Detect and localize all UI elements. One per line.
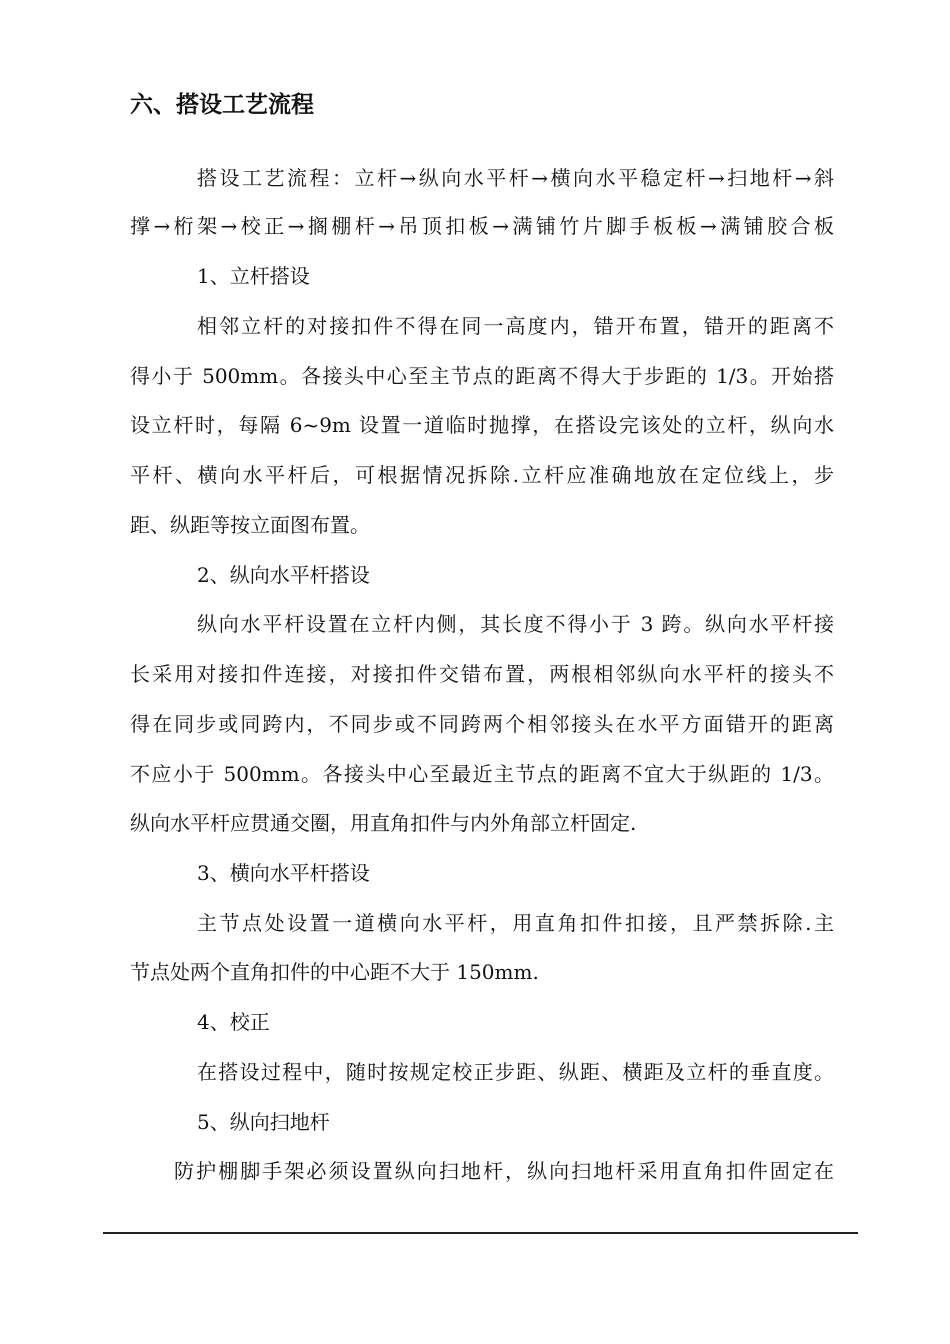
item-1-line-2: 得小于 500mm。各接头中心至主节点的距离不得大于步距的 1/3。开始搭 [130, 364, 834, 388]
item-3-line-2: 节点处两个直角扣件的中心距不大于 150mm. [130, 960, 539, 984]
item-4-line-1: 在搭设过程中，随时按规定校正步距、纵距、横距及立杆的垂直度。 [197, 1060, 834, 1084]
process-line-1: 搭设工艺流程：立杆→纵向水平杆→横向水平稳定杆→扫地杆→斜 [197, 166, 834, 190]
footer-rule [103, 1232, 858, 1234]
item-1-line-4: 平杆、横向水平杆后，可根据情况拆除.立杆应准确地放在定位线上，步 [130, 463, 834, 487]
item-3-line-1: 主节点处设置一道横向水平杆，用直角扣件扣接，且严禁拆除.主 [197, 911, 834, 935]
item-4-title: 4、校正 [197, 1010, 270, 1034]
item-2-line-4: 不应小于 500mm。各接头中心至最近主节点的距离不宜大于纵距的 1/3。 [130, 762, 834, 786]
item-1-line-1: 相邻立杆的对接扣件不得在同一高度内，错开布置，错开的距离不 [197, 314, 834, 338]
item-1-line-3: 设立杆时，每隔 6~9m 设置一道临时抛撑，在搭设完该处的立杆，纵向水 [130, 413, 834, 437]
item-5-title: 5、纵向扫地杆 [197, 1110, 330, 1134]
item-2-line-3: 得在同步或同跨内，不同步或不同跨两个相邻接头在水平方面错开的距离 [130, 712, 834, 736]
item-2-line-2: 长采用对接扣件连接，对接扣件交错布置，两根相邻纵向水平杆的接头不 [130, 662, 834, 686]
item-1-title: 1、立杆搭设 [197, 264, 310, 288]
item-1-line-5: 距、纵距等按立面图布置。 [130, 513, 370, 537]
item-5-line-1: 防护棚脚手架必须设置纵向扫地杆，纵向扫地杆采用直角扣件固定在 [174, 1159, 834, 1183]
item-3-title: 3、横向水平杆搭设 [197, 861, 370, 885]
item-2-line-5: 纵向水平杆应贯通交圈，用直角扣件与内外角部立杆固定. [130, 811, 637, 835]
item-2-line-1: 纵向水平杆设置在立杆内侧，其长度不得小于 3 跨。纵向水平杆接 [197, 612, 834, 636]
item-2-title: 2、纵向水平杆搭设 [197, 563, 370, 587]
process-line-2: 撑→桁架→校正→搁棚杆→吊顶扣板→满铺竹片脚手板板→满铺胶合板 [130, 214, 834, 238]
section-heading: 六、搭设工艺流程 [130, 92, 314, 118]
